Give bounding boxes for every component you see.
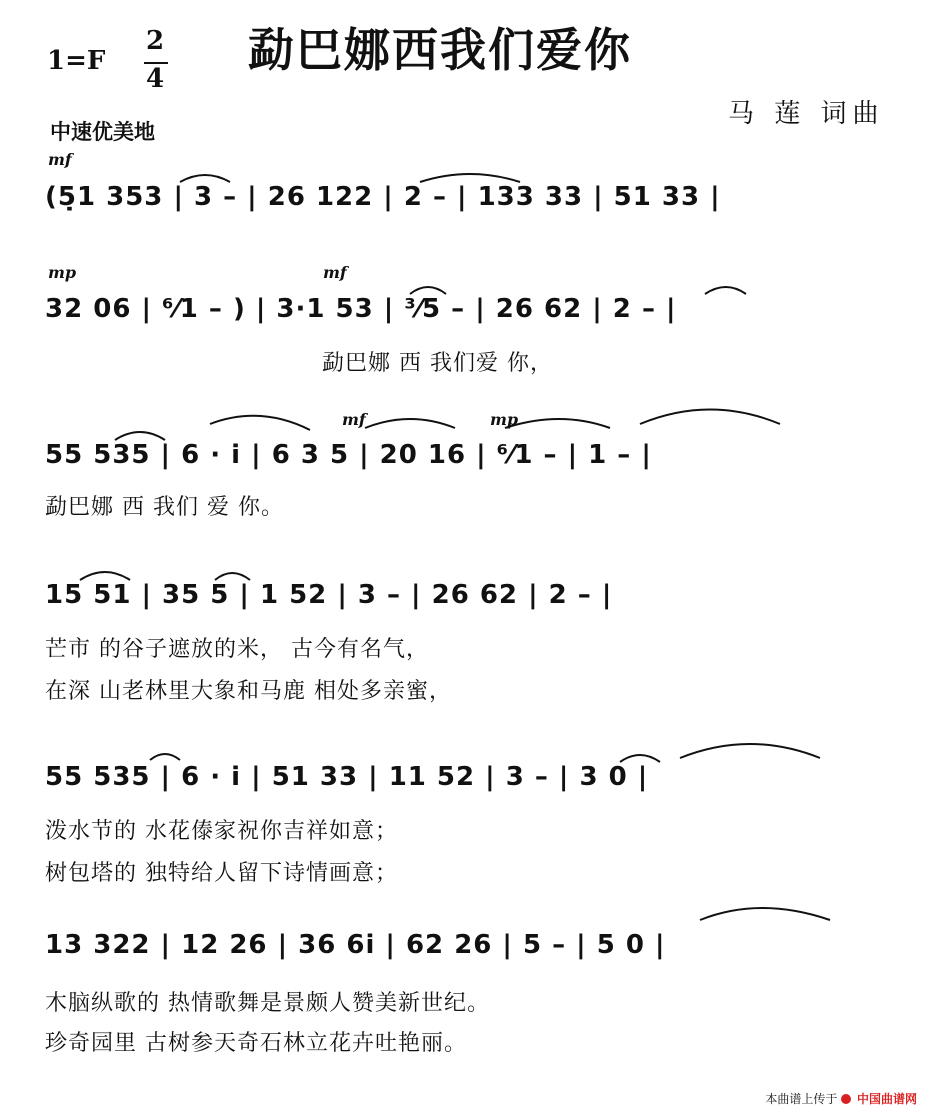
footer-credit	[765, 1090, 917, 1107]
notation-row: 32 06 | ⁶⁄1 – ) | 3·1 53 | ³⁄5 – | 26 62 | 2 – |	[45, 294, 677, 324]
lyric-line: 珍奇园里 古树参天奇石林立花卉吐艳丽。	[45, 1031, 467, 1056]
lyric-line: 泼水节的 水花傣家祝你吉祥如意；	[45, 819, 398, 844]
lyric-line: 树包塔的 独特给人留下诗情画意；	[45, 861, 398, 886]
notation-row: 55 535 | 6 · i | 51 33 | 11 52 | 3 – | 3 0 |	[45, 762, 649, 792]
lyric-line: 勐巴娜 西 我们爱 你，	[322, 351, 553, 376]
lyric-line: 在深 山老林里大象和马鹿 相处多亲蜜，	[45, 679, 452, 704]
notation-row: 13 322 | 12 26 | 36 6i | 62 26 | 5 – | 5 0 |	[45, 930, 666, 960]
dynamic-marking: mp	[490, 410, 519, 429]
footer-text: 本曲谱上传于	[765, 1092, 838, 1106]
time-signature-top: 2	[146, 26, 165, 56]
dynamic-marking: mf	[323, 263, 347, 282]
credit-line: 马 莲 词曲	[728, 99, 885, 129]
dynamic-marking: mf	[342, 410, 366, 429]
lyric-line: 勐巴娜 西 我们 爱 你。	[45, 495, 284, 520]
lyric-line: 木脑纵歌的 热情歌舞是景颇人赞美新世纪。	[45, 991, 490, 1016]
key-signature: 1=F	[47, 46, 106, 76]
lyric-line: 芒市 的谷子遮放的米， 古今有名气，	[45, 637, 429, 662]
footer-site-link[interactable]: 中国曲谱网	[856, 1092, 917, 1106]
song-title: 勐巴娜西我们爱你	[248, 23, 632, 77]
notation-row: (5̣1 353 | 3 – | 26 122 | 2 – | 133 33 | 51 33 |	[45, 182, 721, 212]
site-logo-icon	[841, 1094, 851, 1104]
notation-row: 55 535 | 6 · i | 6 3 5 | 20 16 | ⁶⁄1 – | 1 – |	[45, 440, 652, 470]
tempo-marking: 中速优美地	[50, 120, 155, 144]
dynamic-marking: mp	[48, 263, 77, 282]
notation-row: 15 51 | 35 5 | 1 52 | 3 – | 26 62 | 2 – |	[45, 580, 613, 610]
time-signature-bottom: 4	[146, 64, 165, 94]
dynamic-marking: mf	[48, 150, 72, 169]
